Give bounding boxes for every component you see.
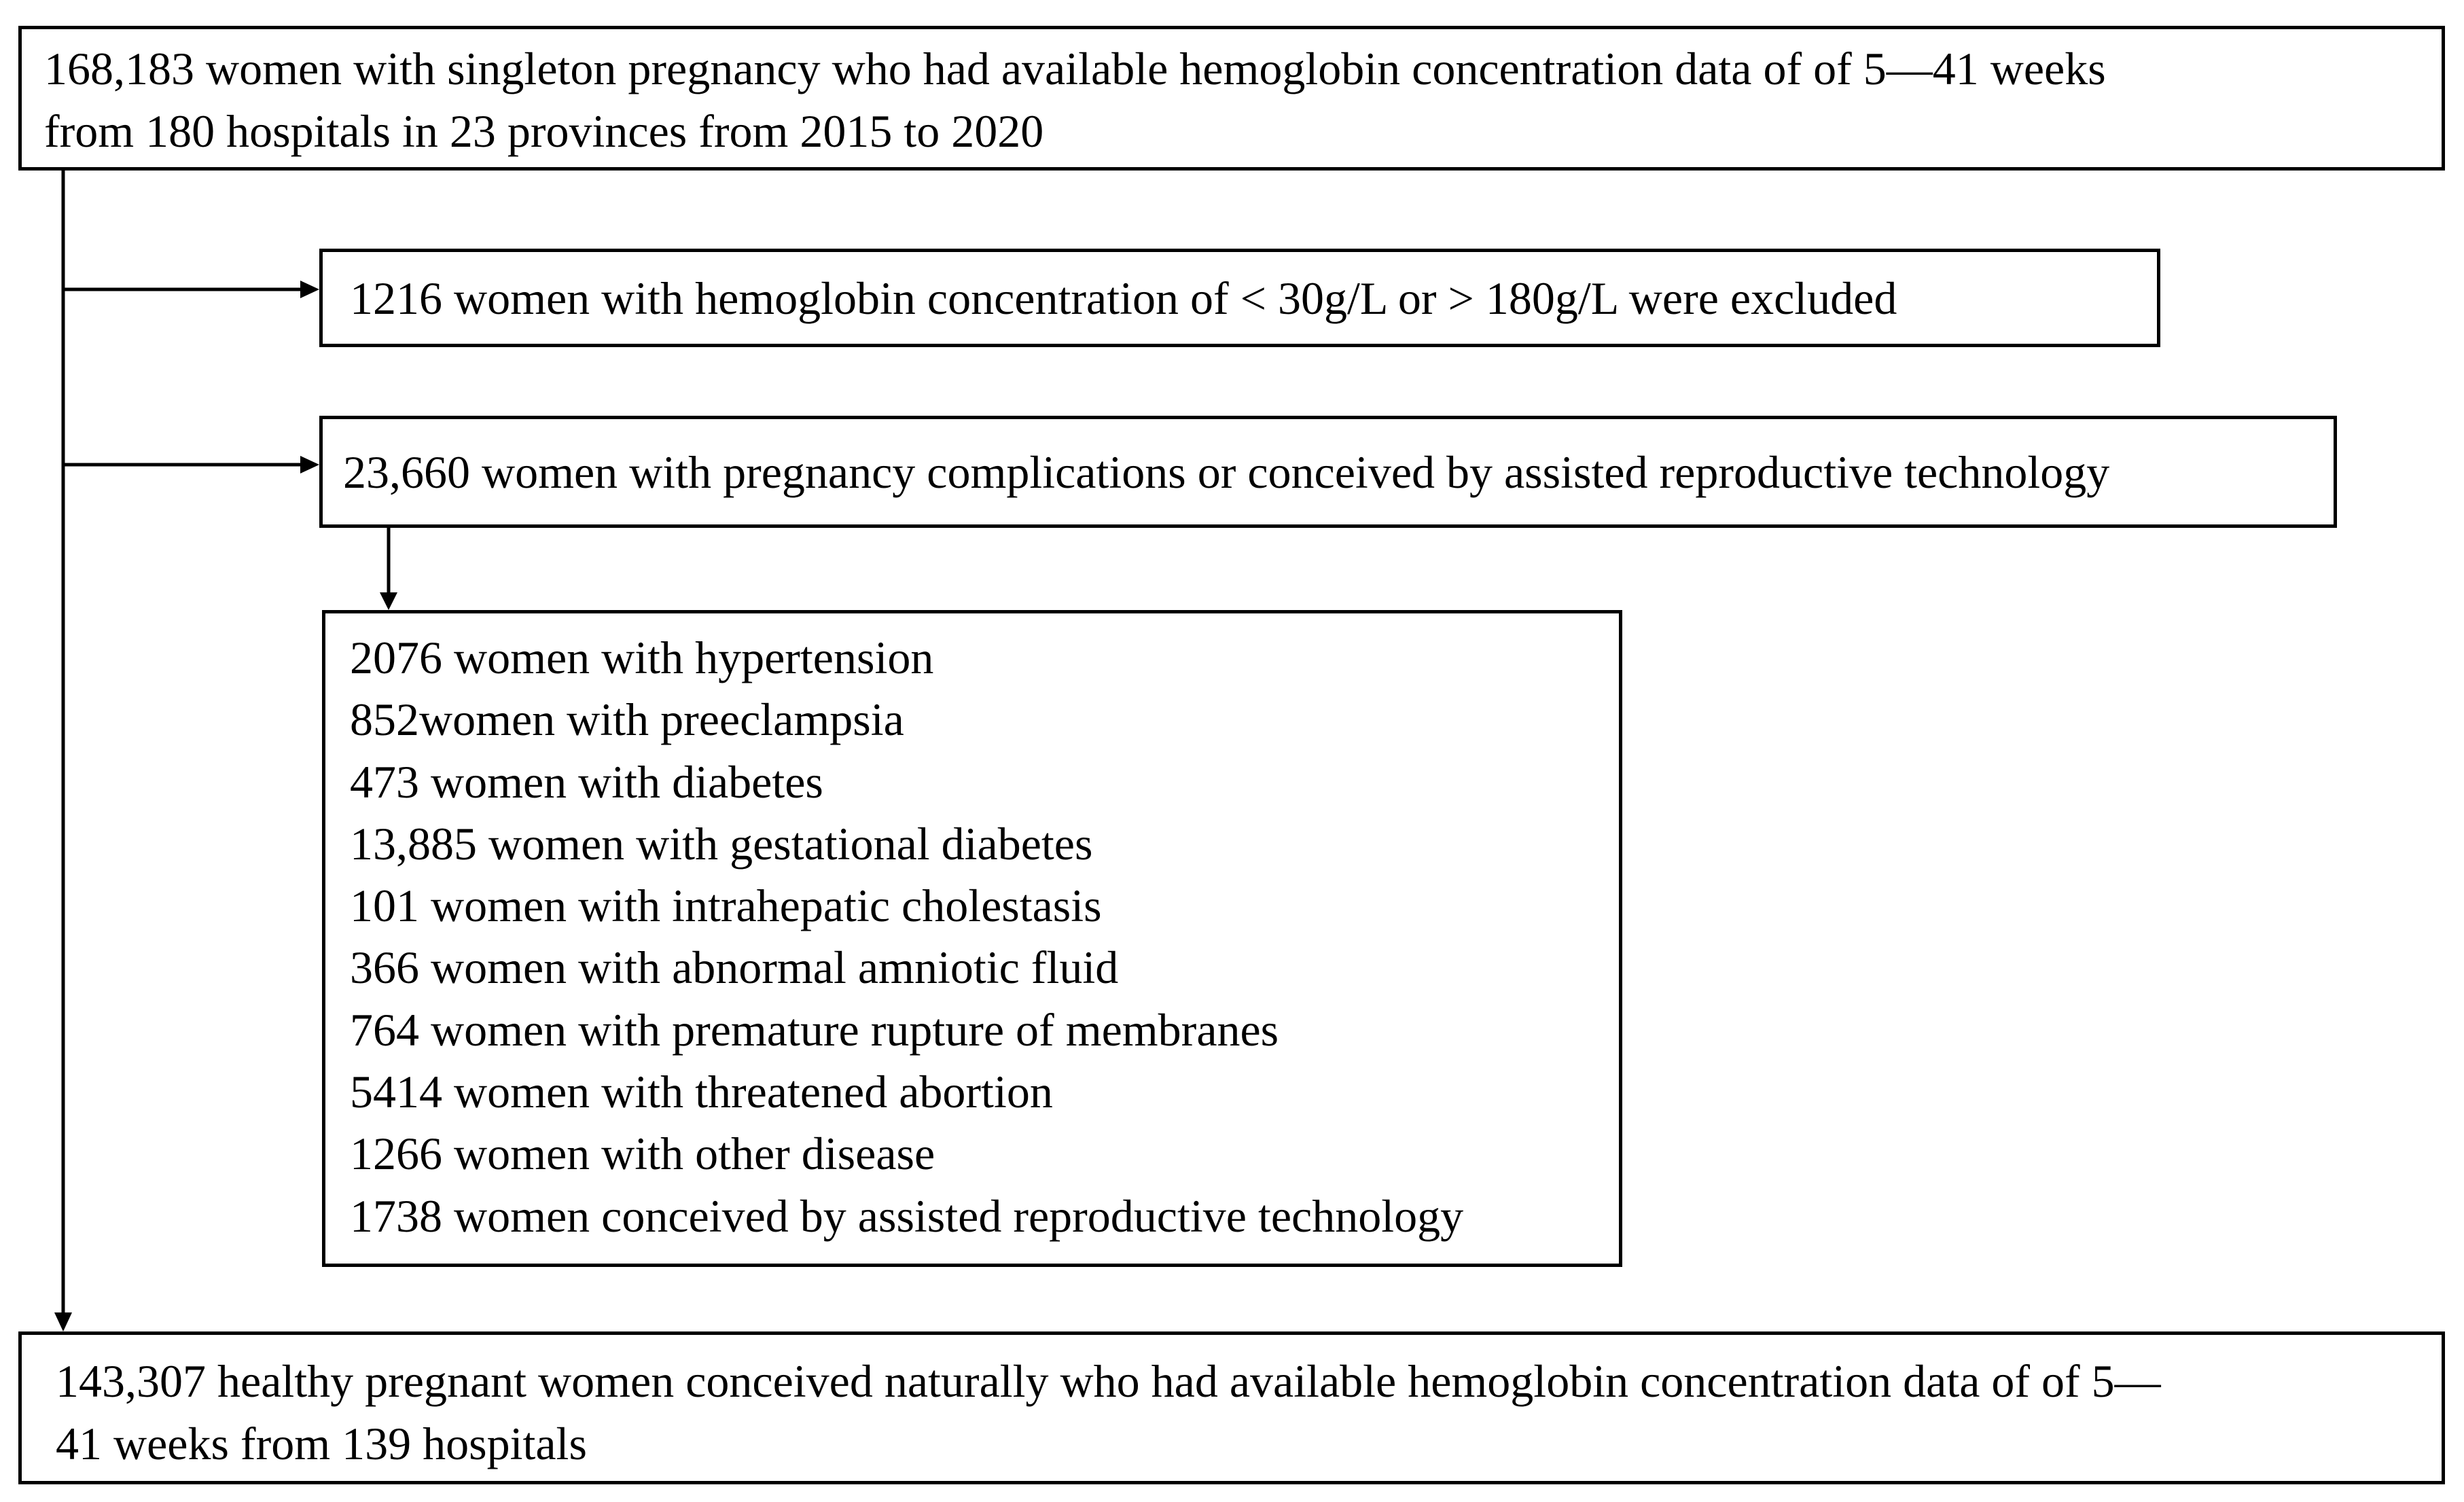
detail-item: 1738 women conceived by assisted reproductive technology	[350, 1190, 1464, 1242]
final-cohort-box	[18, 1331, 2445, 1484]
arrow-to-exclusion-1	[300, 281, 319, 298]
exclusion-complications-box	[319, 416, 2337, 528]
final-cohort-line-1: 143,307 healthy pregnant women conceived naturally who had available hemoglobin concentration data of of 5—	[56, 1355, 2161, 1407]
exclusion-complications-text: 23,660 women with pregnancy complications or conceived by assisted reproductive technology	[343, 446, 2110, 498]
detail-item: 2076 women with hypertension	[350, 632, 934, 683]
detail-item: 1266 women with other disease	[350, 1128, 935, 1180]
exclusion-hemoglobin-text: 1216 women with hemoglobin concentration of < 30g/L or > 180g/L were excluded	[350, 272, 1897, 324]
final-cohort-line-2: 41 weeks from 139 hospitals	[56, 1418, 587, 1469]
detail-item: 13,885 women with gestational diabetes	[350, 817, 1093, 870]
exclusion-hemoglobin-box	[319, 249, 2160, 347]
initial-cohort-box	[18, 26, 2445, 171]
detail-item: 764 women with premature rupture of membranes	[350, 1003, 1279, 1056]
arrow-to-exclusion-details	[380, 592, 397, 610]
detail-item: 852women with preeclampsia	[350, 694, 904, 746]
detail-item: 366 women with abnormal amniotic fluid	[350, 942, 1119, 994]
initial-cohort-line-2: from 180 hospitals in 23 provinces from 2015 to 2020	[44, 105, 1044, 157]
arrow-to-exclusion-2	[300, 456, 319, 473]
detail-item: 473 women with diabetes	[350, 755, 823, 808]
arrow-to-final-box	[54, 1312, 72, 1331]
detail-item: 101 women with intrahepatic cholestasis	[350, 880, 1102, 932]
detail-item: 5414 women with threatened abortion	[350, 1066, 1053, 1118]
exclusion-details-box	[322, 610, 1622, 1267]
initial-cohort-line-1: 168,183 women with singleton pregnancy who had available hemoglobin concentration data of of 5—41 weeks	[44, 43, 2106, 94]
